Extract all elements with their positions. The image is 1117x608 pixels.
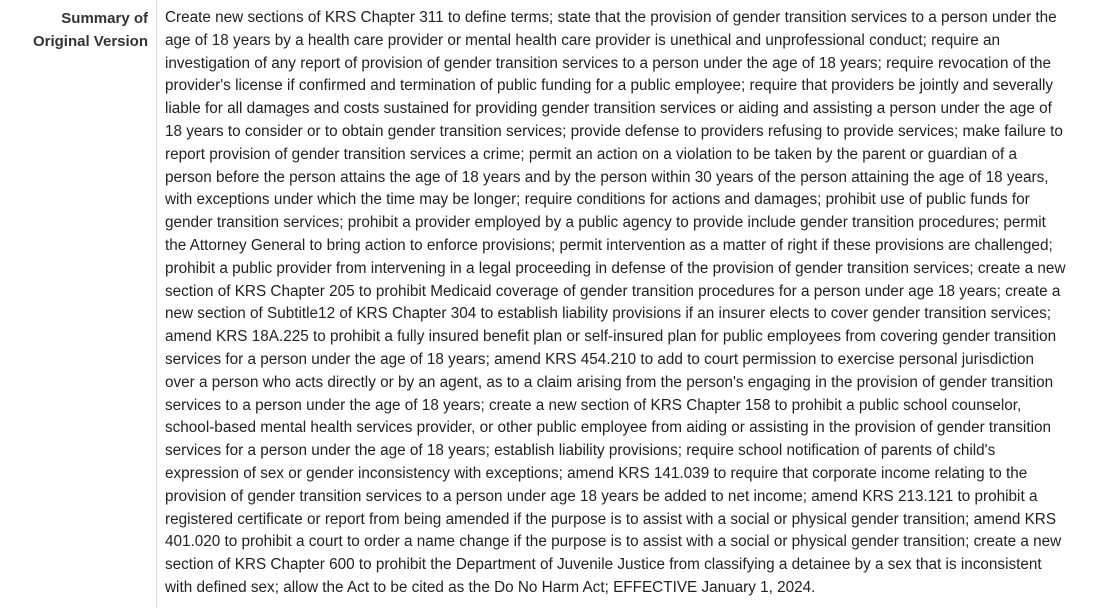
summary-line: age of 18 years by a health care provider or mental health care provider is unethical and unprofessional conduct; require an <box>165 31 1001 49</box>
summary-line: amend KRS 18A.225 to prohibit a fully insured benefit plan or self-insured plan for public employees from covering gender transition <box>165 328 1057 346</box>
summary-line: section of KRS Chapter 600 to prohibit the Department of Juvenile Justice from classifying a detainee by a sex that is inconsistent <box>165 556 1042 574</box>
summary-line: 18 years to consider or to obtain gender transition services; provide defense to providers refusing to provide services; make failure to <box>165 122 1063 140</box>
summary-line: provider's license if confirmed and termination of public funding for a public employee; require that providers be jointly and severally <box>165 77 1054 95</box>
summary-line: prohibit a public provider from intervening in a legal proceeding in defense of the provision of gender transition services; create a new <box>165 259 1066 277</box>
summary-line: with defined sex; allow the Act to be cited as the Do No Harm Act; EFFECTIVE January 1, 2024. <box>165 578 816 596</box>
summary-line: section of KRS Chapter 205 to prohibit Medicaid coverage of gender transition procedures for a person under age 18 years; create a <box>165 282 1061 300</box>
summary-line: services for a person under the age of 18 years; amend KRS 454.210 to add to court permission to exercise personal jurisdiction <box>165 350 1035 368</box>
summary-label-line-2: Original Version <box>32 32 148 50</box>
summary-line: 401.020 to prohibit a court to order a name change if the purpose is to assist with a social or physical gender transition; create a new <box>165 533 1062 551</box>
summary-text <box>165 7 1115 600</box>
summary-line: liable for all damages and costs sustained for providing gender transition services or aiding and assisting a person under the age of <box>165 100 1052 118</box>
summary-line: school-based mental health services provider, or other public employee from aiding or assisting in the provision of gender transition <box>165 419 1051 437</box>
summary-label <box>0 0 156 608</box>
summary-line: Create new sections of KRS Chapter 311 to define terms; state that the provision of gender transition services to a person under the <box>165 9 1057 26</box>
summary-line: investigation of any report of provision of gender transition services to a person under the age of 18 years; require revocation of the <box>165 54 1052 72</box>
summary-line: report provision of gender transition services a crime; permit an action on a violation to be taken by the parent or guardian of a <box>165 145 1018 163</box>
summary-line: person before the person attains the age of 18 years and by the person within 30 years of the person attaining the age of 18 years, <box>165 168 1049 186</box>
summary-label-line-1: Summary of <box>61 10 148 27</box>
summary-line: services for a person under the age of 18 years; establish liability provisions; require school notification of parents of child's <box>165 442 996 460</box>
summary-line: new section of Subtitle12 of KRS Chapter 304 to establish liability provisions if an insurer elects to cover gender transition services; <box>165 305 1051 323</box>
summary-line: the Attorney General to bring action to enforce provisions; permit intervention as a matter of right if these provisions are challenged; <box>165 236 1053 254</box>
summary-line: registered certificate or report from being amended if the purpose is to assist with a social or physical gender transition; amend KRS <box>165 510 1057 528</box>
summary-line: gender transition services; prohibit a provider employed by a public agency to provide include gender transition procedures; permit <box>165 214 1046 232</box>
summary-line: services to a person under the age of 18 years; create a new section of KRS Chapter 158 to prohibit a public school counselor, <box>165 396 1022 414</box>
summary-value-cell <box>157 0 1117 608</box>
summary-line: with exceptions under which the time may be longer; require conditions for actions and damages; prohibit use of public funds for <box>165 191 1030 209</box>
summary-line: expression of sex or gender inconsistency with exceptions; amend KRS 141.039 to require that corporate income relating to the <box>165 464 1028 482</box>
summary-line: provision of gender transition services to a person under age 18 years be added to net income; amend KRS 213.121 to prohibit a <box>165 487 1038 505</box>
summary-line: over a person who acts directly or by an agent, as to a claim arising from the person's engaging in the provision of gender transition <box>165 373 1054 391</box>
